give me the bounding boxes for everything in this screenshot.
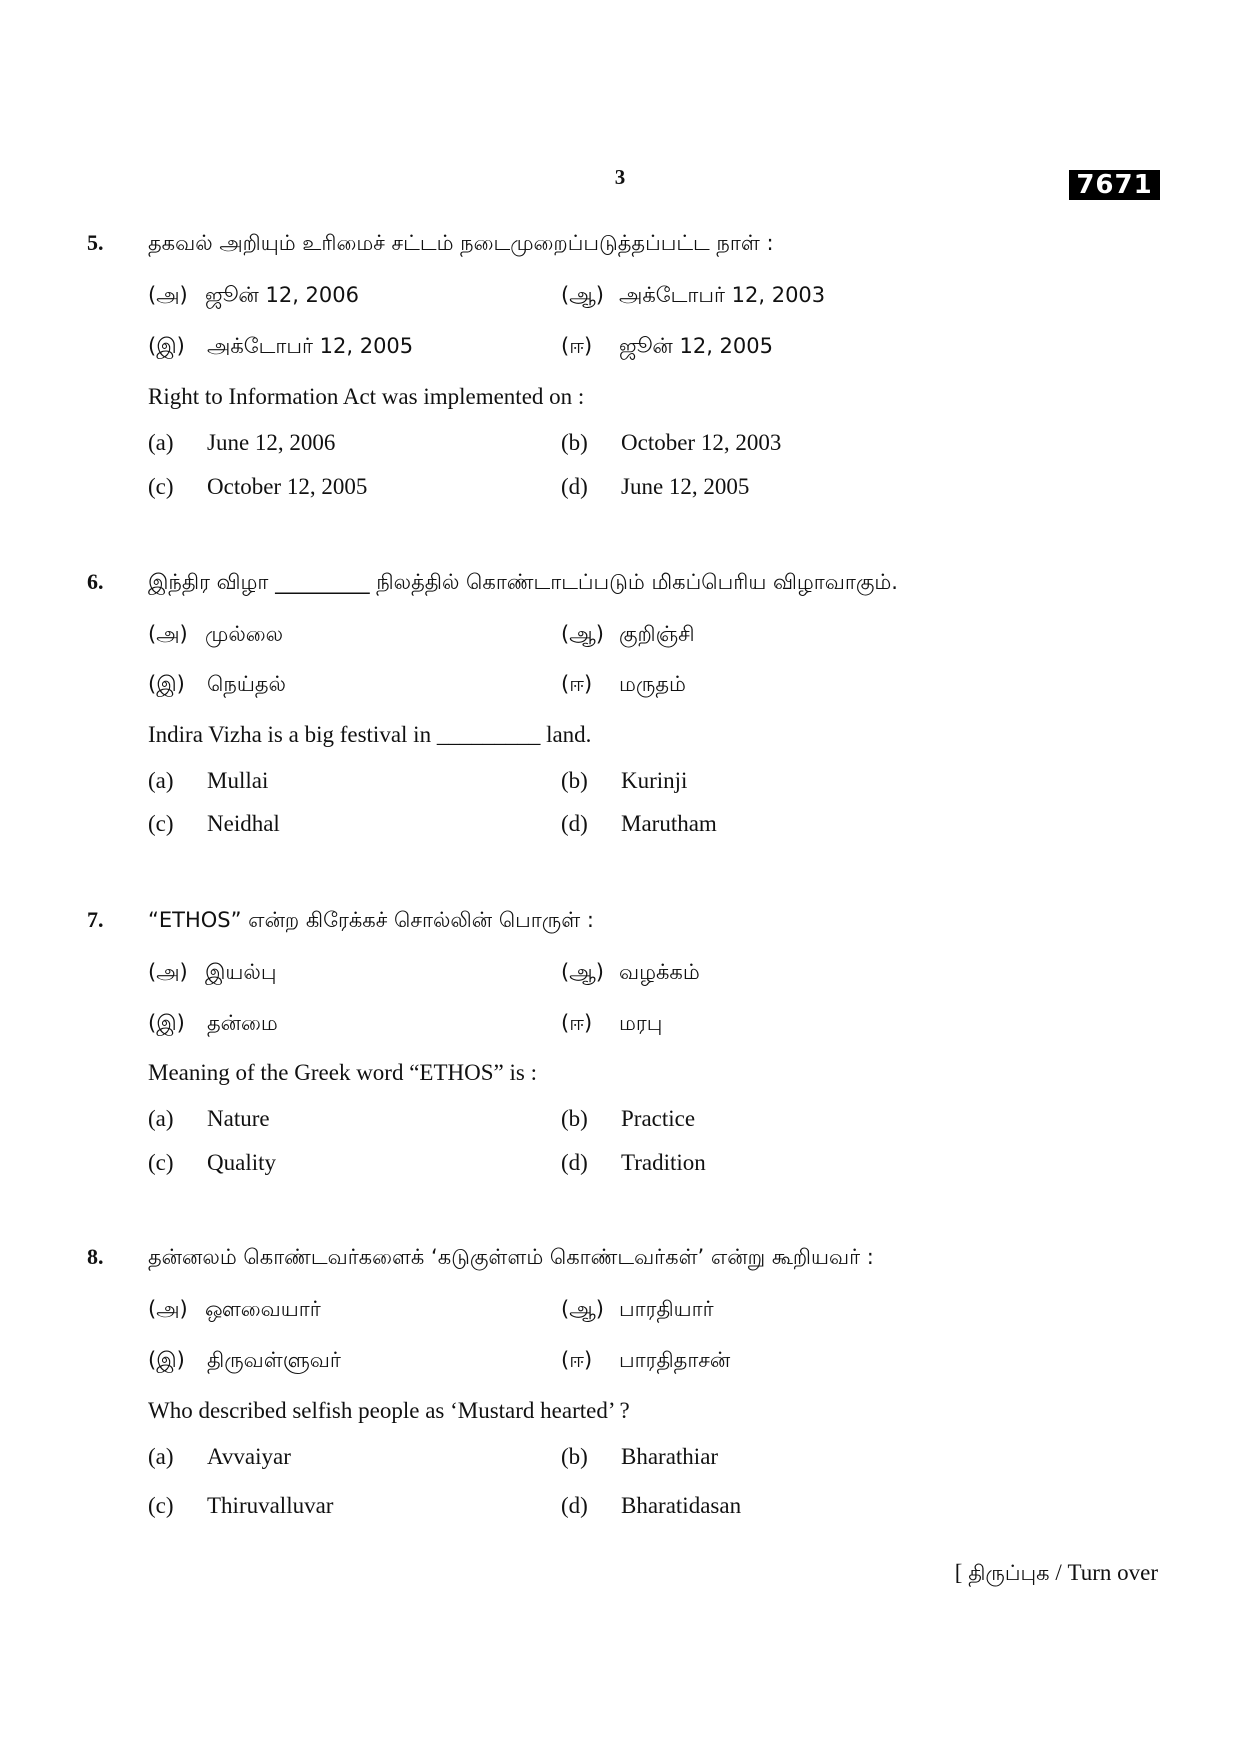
tamil-option-text: நெய்தல்: [207, 672, 286, 696]
tamil-option-text: அக்டோபர் 12, 2005: [207, 334, 414, 358]
tamil-option-marker: (ஈ): [561, 672, 593, 696]
question-number: 8.: [87, 1244, 104, 1269]
english-option-marker: (a): [148, 1444, 174, 1469]
english-option-text: Tradition: [621, 1150, 706, 1175]
english-option-marker: (c): [148, 811, 174, 836]
tamil-option-text: முல்லை: [205, 622, 284, 646]
question-number: 7.: [87, 907, 104, 932]
english-option-text: Thiruvalluvar: [207, 1493, 334, 1518]
english-option-marker: (c): [148, 1493, 174, 1518]
tamil-question: இந்திர விழா _________ நிலத்தில் கொண்டாடப்படும் மிகப்பெரிய விழாவாகும்.: [148, 570, 898, 594]
english-option-marker: (a): [148, 1106, 174, 1131]
english-option-text: Nature: [207, 1106, 270, 1131]
tamil-question: “ETHOS” என்ற கிரேக்கச் சொல்லின் பொருள் :: [148, 908, 594, 932]
tamil-option-text: அக்டோபர் 12, 2003: [619, 283, 826, 307]
tamil-option-marker: (ஈ): [561, 1011, 593, 1035]
turn-over-bracket: [: [954, 1560, 963, 1585]
english-option-text: October 12, 2005: [207, 474, 368, 499]
english-option-text: October 12, 2003: [621, 430, 782, 455]
english-option-text: Neidhal: [207, 811, 280, 836]
tamil-option-text: ஜூன் 12, 2005: [619, 334, 773, 358]
paper-code-badge: 7671: [1069, 170, 1160, 200]
english-option-text: Kurinji: [621, 768, 688, 793]
turn-over-english: Turn over: [1067, 1560, 1158, 1585]
english-question: Who described selfish people as ‘Mustard hearted’ ?: [148, 1398, 630, 1423]
english-option-marker: (c): [148, 1150, 174, 1175]
english-option-marker: (b): [561, 1106, 588, 1131]
tamil-option-text: மருதம்: [619, 672, 686, 696]
tamil-option-text: இயல்பு: [205, 960, 277, 984]
english-option-marker: (b): [561, 768, 588, 793]
english-option-text: Mullai: [207, 768, 269, 793]
tamil-question: தகவல் அறியும் உரிமைச் சட்டம் நடைமுறைப்படுத்தப்பட்ட நாள் :: [148, 231, 774, 255]
tamil-option-marker: (அ): [148, 960, 188, 984]
english-option-marker: (d): [561, 1150, 588, 1175]
turn-over-note: [955, 1560, 1158, 1588]
tamil-option-text: பாரதிதாசன்: [619, 1348, 731, 1372]
tamil-question: தன்னலம் கொண்டவர்களைக் ‘கடுகுள்ளம் கொண்டவர்கள்’ என்று கூறியவர் :: [148, 1245, 874, 1269]
english-question: Right to Information Act was implemented on :: [148, 384, 585, 409]
turn-over-tamil: திருப்புக: [968, 1561, 1050, 1585]
page-number: 3: [614, 165, 626, 189]
tamil-option-text: வழக்கம்: [619, 960, 700, 984]
tamil-option-text: பாரதியார்: [619, 1297, 714, 1321]
tamil-option-text: மரபு: [619, 1011, 663, 1035]
tamil-option-text: ஜூன் 12, 2006: [205, 283, 359, 307]
english-option-marker: (a): [148, 430, 174, 455]
english-option-text: Bharathiar: [621, 1444, 719, 1469]
tamil-option-marker: (இ): [148, 1348, 185, 1372]
english-question: Meaning of the Greek word “ETHOS” is :: [148, 1060, 537, 1085]
tamil-option-text: குறிஞ்சி: [619, 622, 695, 646]
tamil-option-marker: (அ): [148, 622, 188, 646]
tamil-option-marker: (ஈ): [561, 334, 593, 358]
english-option-text: Avvaiyar: [207, 1444, 291, 1469]
english-option-marker: (d): [561, 811, 588, 836]
english-option-marker: (d): [561, 1493, 588, 1518]
english-option-marker: (c): [148, 474, 174, 499]
english-option-text: Practice: [621, 1106, 696, 1131]
tamil-option-text: ஔவையார்: [205, 1297, 321, 1321]
tamil-option-marker: (ஆ): [561, 1297, 604, 1321]
tamil-option-text: திருவள்ளுவர்: [207, 1348, 341, 1372]
english-option-text: Bharatidasan: [621, 1493, 742, 1518]
english-option-marker: (a): [148, 768, 174, 793]
english-option-text: Marutham: [621, 811, 717, 836]
english-option-marker: (b): [561, 430, 588, 455]
tamil-option-marker: (அ): [148, 1297, 188, 1321]
tamil-option-marker: (ஆ): [561, 622, 604, 646]
question-number: 6.: [87, 569, 104, 594]
tamil-option-marker: (ஆ): [561, 960, 604, 984]
english-option-text: Quality: [207, 1150, 276, 1175]
question-number: 5.: [87, 230, 104, 255]
tamil-option-marker: (இ): [148, 672, 185, 696]
tamil-option-marker: (இ): [148, 1011, 185, 1035]
tamil-option-marker: (அ): [148, 283, 188, 307]
tamil-option-marker: (ஈ): [561, 1348, 593, 1372]
tamil-option-text: தன்மை: [207, 1011, 278, 1035]
english-question: Indira Vizha is a big festival in _________ land.: [148, 722, 592, 747]
tamil-option-marker: (ஆ): [561, 283, 604, 307]
turn-over-separator: /: [1055, 1560, 1062, 1585]
english-option-marker: (b): [561, 1444, 588, 1469]
tamil-option-marker: (இ): [148, 334, 185, 358]
english-option-text: June 12, 2005: [621, 474, 750, 499]
english-option-marker: (d): [561, 474, 588, 499]
english-option-text: June 12, 2006: [207, 430, 336, 455]
